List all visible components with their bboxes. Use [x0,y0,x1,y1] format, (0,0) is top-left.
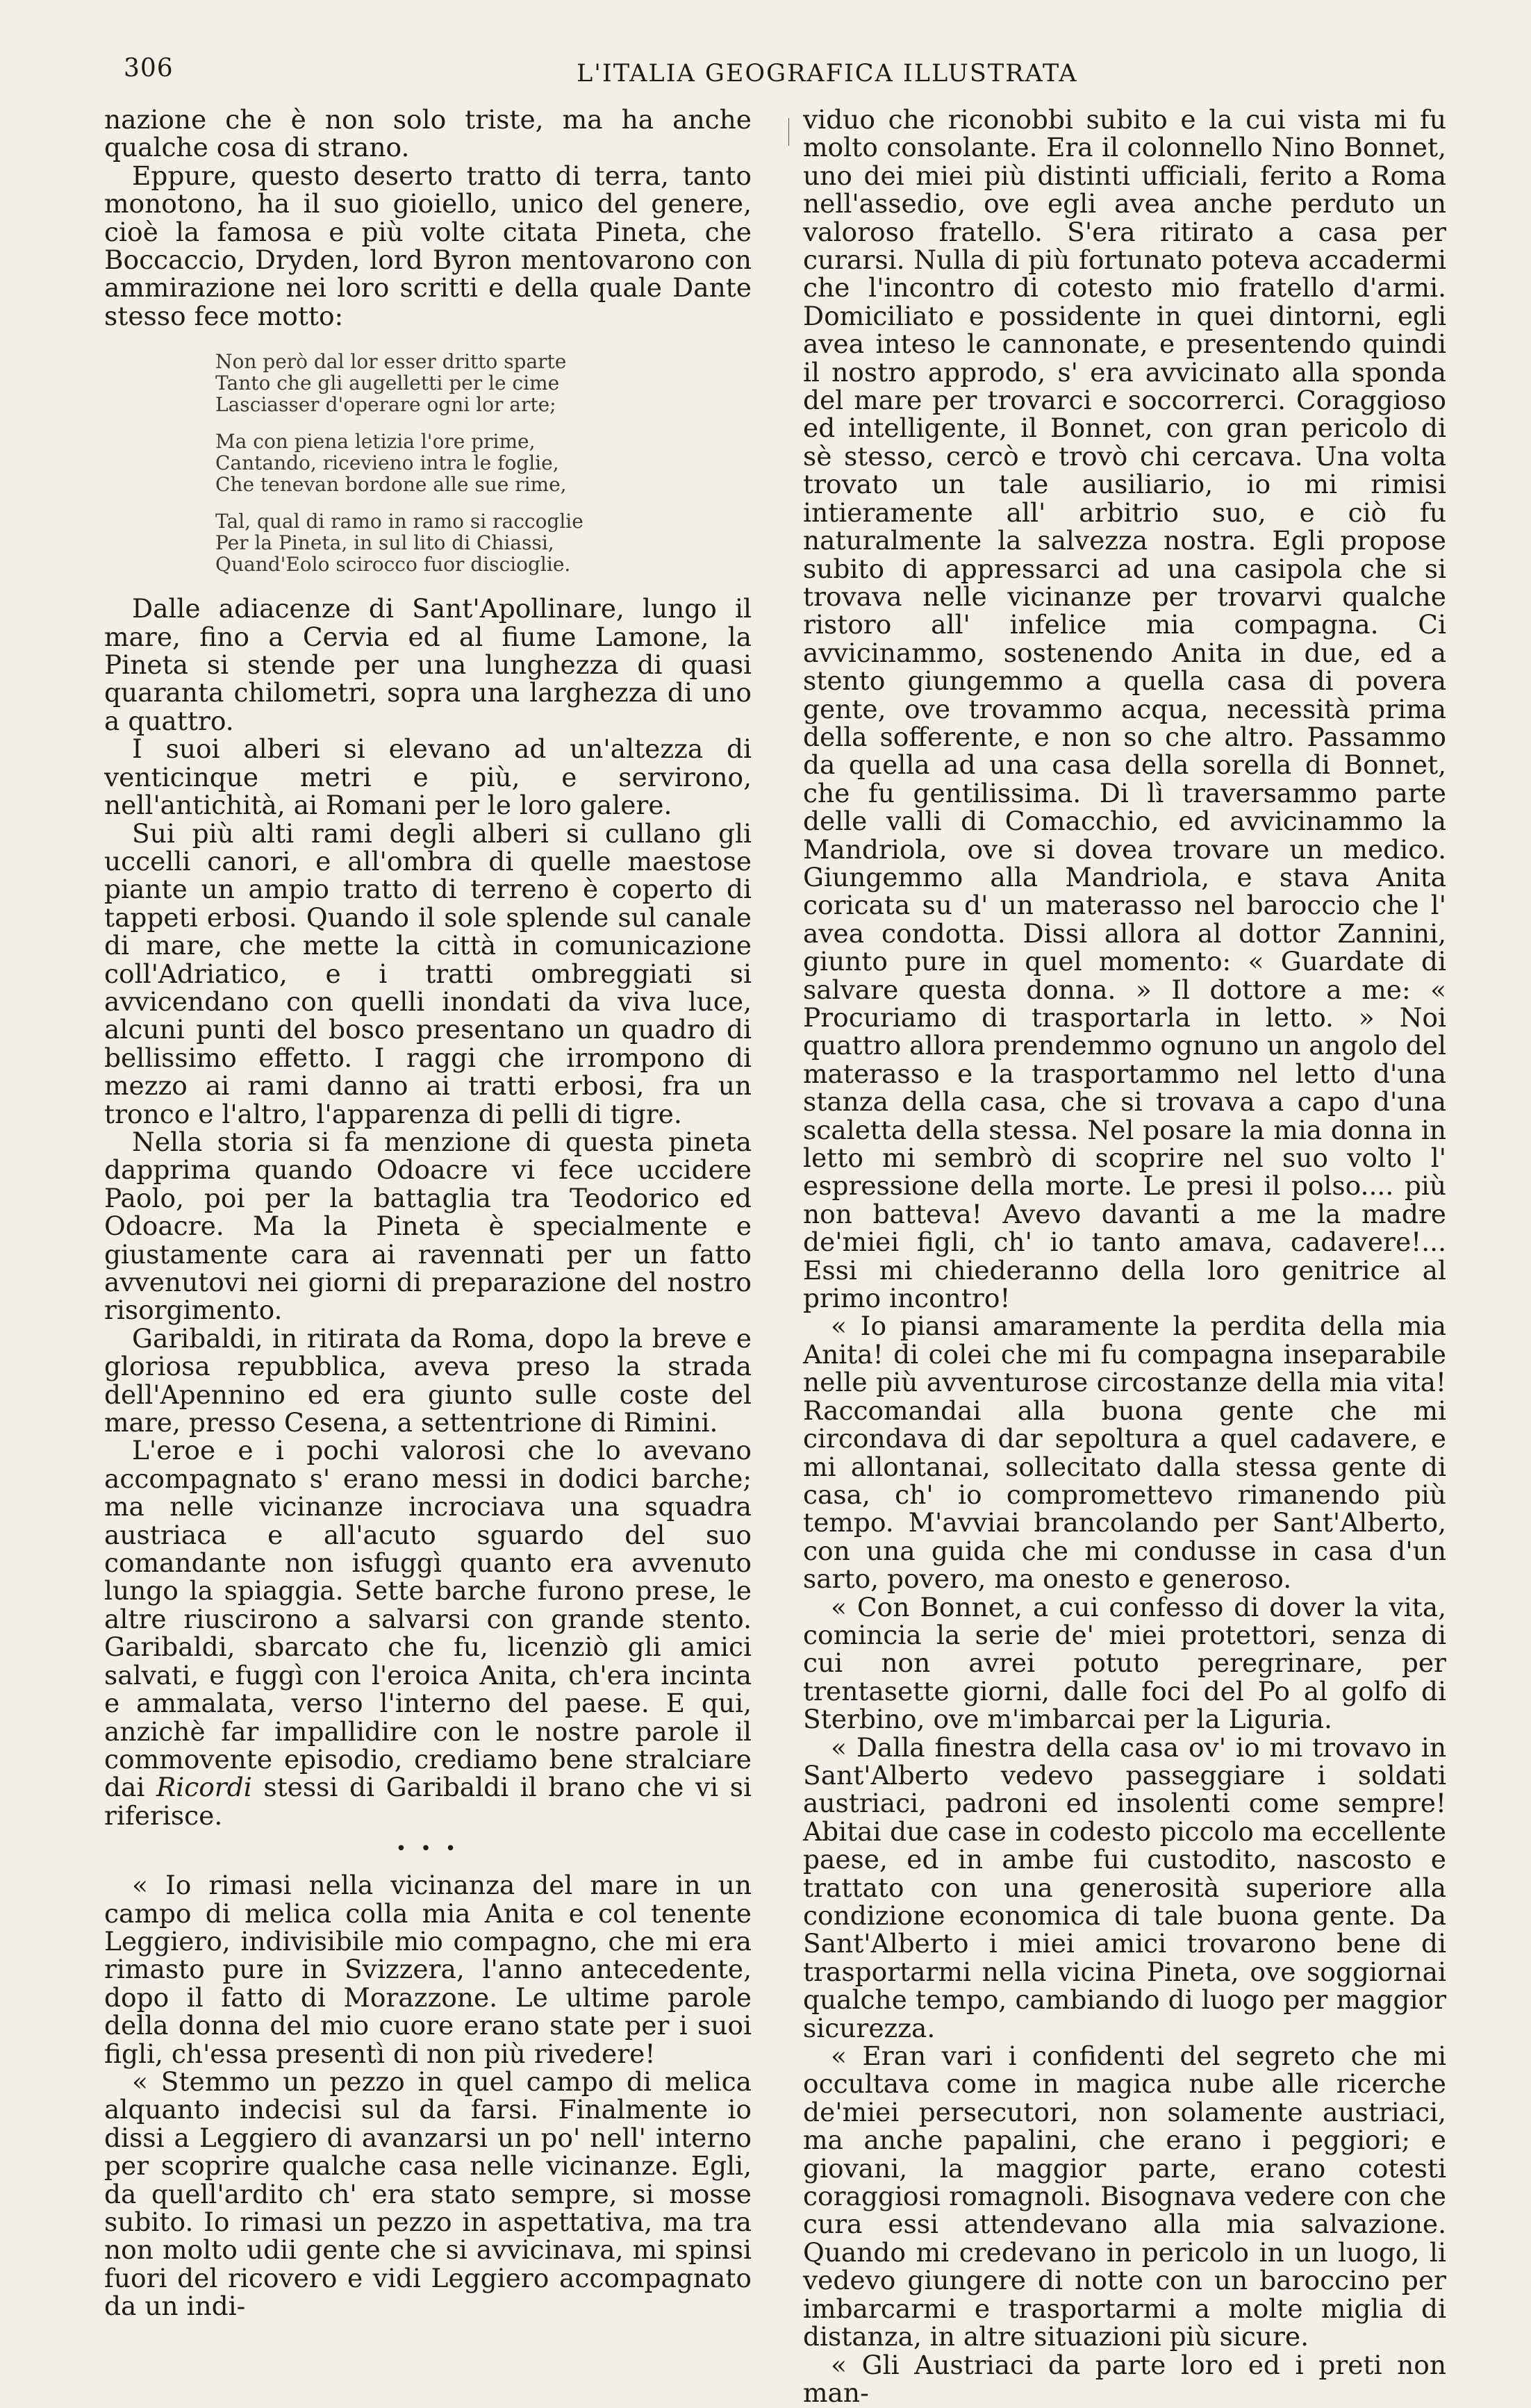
page-number: 306 [124,54,174,83]
poem-line: Ma con piena letizia l'ore prime, [215,430,536,454]
poem-stanza [215,351,752,415]
poem-stanza [215,510,752,575]
paragraph: I suoi alberi si elevano ad un'altezza di venticinque metri e più, e servirono, nell'antichità, ai Romani per le loro galere. [104,733,752,821]
section-separator: • • • [395,1838,461,1860]
paragraph: « Io rimasi nella vicinanza del mare in un campo di melica colla mia Anita e col tenente Leggiero, indivisibile mio compagno, che mi era rimasto pure in Svizzera, l'anno antecedente, dopo il fatto di Morazzone. Le ultime parole della donna del mio cuore erano state per i suoi figli, ch'essa presentì di non più rivedere! [104,1870,752,2069]
poem-line: Tal, qual di ramo in ramo si raccoglie [215,510,584,533]
poem-line: Che tenevan bordone alle sue rime, [215,473,567,497]
paragraph [104,1436,752,1829]
poem-line: Tanto che gli augelletti per le cime [215,372,560,395]
paragraph: Sui più alti rami degli alberi si cullano gli uccelli canori, e all'ombra di quelle maestose piante un ampio tratto di terreno è coperto di tappeti erbosi. Quando il sole splende sul canale di mare, che mette la città in comunicazione coll'Adriatico, e i tratti ombreggiati si avvicendano con quelli inondati da viva luce, alcuni punti del bosco presentano un quadro di bellissimo effetto. I raggi che irrompono di mezzo ai rami danno ai tratti erbosi, fra un tronco e l'altro, l'apparenza di pelli di tigre. [104,817,752,1129]
paragraph-text: stessi di Garibaldi il brano che vi si riferisce. [104,1772,752,1831]
paragraph: « Io piansi amaramente la perdita della mia Anita! di colei che mi fu compagna inseparabile nelle più avventurose circostanze della mia vita! Raccomandai alla buona gente che mi circondava di dar sepoltura a quel cadavere, e mi allontanai, sollecitato dalla stessa gente di casa, ch' io compromettevo rimanendo più tempo. M'avviai brancolando per Sant'Alberto, con una guida che mi condusse in casa d'un sarto, povero, ma onesto e generoso. [803,1311,1446,1595]
running-title: L'ITALIA GEOGRAFICA ILLUSTRATA [577,60,1078,88]
dante-quotation [215,351,752,575]
paragraph-text: L'eroe e i pochi valorosi che lo avevano accompagnato s' erano messi in dodici barche; ma nelle vicinanze incrociava una squadra austriaca e all'acuto sguardo del suo comandante non isfuggì quanto era avvenuto lungo la spiaggia. Sette barche furono prese, le altre riuscirono a salvarsi con grande stento. Garibaldi, sbarcato che fu, licenziò gli amici salvati, e fuggì con l'eroica Anita, ch'era incinta e ammalata, verso l'interno del paese. E qui, anzichè far impallidire con le nostre parole il commovente episodio, crediamo bene stralciare dai [104,1435,752,1803]
paragraph: « Eran vari i confidenti del segreto che mi occultava come in magica nube alle ricerche de'miei persecutori, non solamente austriaci, ma anche papalini, che erano i peggiori; e giovani, la maggior parte, erano cotesti coraggiosi romagnoli. Bisognava vedere con che cura essi attendevano alla mia salvazione. Quando mi credevano in pericolo in un luogo, li vedevo giungere di notte con un baroccino per imbarcarmi e trasportarmi a molte miglia di distanza, in altre situazioni più sicure. [803,2041,1446,2352]
poem-stanza [215,431,752,495]
right-column [803,106,1446,2407]
poem-line: Non però dal lor esser dritto sparte [215,350,567,374]
paragraph: Dalle adiacenze di Sant'Apollinare, lungo il mare, fino a Cervia ed al fiume Lamone, la Pineta si stende per una lunghezza di quasi quaranta chilometri, sopra una larghezza di uno a quattro. [104,593,752,736]
ricordi-title: Ricordi [156,1772,252,1803]
paragraph: « Gli Austriaci da parte loro ed i preti non man- [803,2349,1446,2408]
paragraph: Garibaldi, in ritirata da Roma, dopo la breve e gloriosa repubblica, aveva preso la strada dell'Apennino ed era giunto sulle coste del mare, presso Cesena, a settentrione di Rimini. [104,1322,752,1438]
paragraph: viduo che riconobbi subito e la cui vista mi fu molto consolante. Era il colonnello Nino Bonnet, uno dei miei più distinti ufficiali, ferito a Roma nell'assedio, ove egli avea anche perduto un valoroso fratello. S'era ritirato a casa per curarsi. Nulla di più fortunato poteva accadermi che l'incontro di cotesto mio fratello d'armi. Domiciliato e possidente in quei dintorni, egli avea inteso le cannonate, e presentendo quindi il nostro approdo, s' era avvicinato alla sponda del mare per trovarci e soccorrerci. Coraggioso ed intelligente, il Bonnet, con gran pericolo di sè stesso, cercò e trovò chi cercava. Una volta trovato un tale ausiliario, io mi rimisi intieramente all' arbitrio suo, e ciò fu naturalmente la salvezza nostra. Egli propose subito di appressarci ad una casipola che si trovava nelle vicinanze per trovarvi qualche ristoro all' infelice mia compagna. Ci avvicinammo, sostenendo Anita in due, ed a stento giungemmo a quella casa di povera gente, ove trovammo acqua, necessità prima della sofferente, e non so che altro. Passammo da quella ad una casa della sorella di Bonnet, che fu gentilissima. Di lì traversammo parte delle valli di Comacchio, ed avvicinammo la Mandriola, ove si dovea trovare un medico. Giungemmo alla Mandriola, e stava Anita coricata su d' un materasso nel baroccio che l' avea condotta. Dissi allora al dottor Zannini, giunto pure in quel momento: « Guardate di salvare questa donna. » Il dottore a me: « Procuriamo di trasportarla in letto. » Noi quattro allora prendemmo ognuno un angolo del materasso e la trasportammo nel letto d'una stanza della casa, che si trovava a capo d'una scaletta della stessa. Nel posare la mia donna in letto mi sembrò di scoprire nel suo volto l' espressione della morte. Le presi il polso.... più non batteva! Avevo davanti a me la madre de'miei figli, ch' io tanto amava, cadavere!... Essi mi chiederanno della loro genitrice al primo incontro! [803,104,1446,1314]
left-column [104,106,752,2320]
poem-line: Cantando, ricevieno intra le foglie, [215,451,559,475]
poem-line: Quand'Eolo scirocco fuor discioglie. [215,553,571,576]
paragraph: « Stemmo un pezzo in quel campo di melica alquanto indecisi sul da farsi. Finalmente io dissi a Leggiero di avanzarsi un po' nell' interno per scoprire qualche casa nelle vicinanze. Egli, da quell'ardito ch' era stato sempre, si mosse subito. Io rimasi un pezzo in aspettativa, ma tra non molto udii gente che si avvicinava, mi spinsi fuori del ricovero e vidi Leggiero accompagnato da un indi- [104,2066,752,2322]
poem-line: Lasciasser d'operare ogni lor arte; [215,393,556,417]
paragraph: « Dalla finestra della casa ov' io mi trovavo in Sant'Alberto vedevo passeggiare i soldati austriaci, padroni ed insolenti come sempre! Abitai due case in codesto piccolo ma eccellente paese, ed in ambe fui custodito, nascosto e trattato con una generosità superiore alla condizione economica di tale buona gente. Da Sant'Alberto i miei amici trovarono bene di trasportarmi nella vicina Pineta, ove soggiornai qualche tempo, cambiando di luogo per maggior sicurezza. [803,1732,1446,2043]
paragraph: nazione che è non solo triste, ma ha anche qualche cosa di strano. [104,104,752,163]
column-divider [788,118,789,146]
paragraph: Eppure, questo deserto tratto di terra, tanto monotono, ha il suo gioiello, unico del genere, cioè la famosa e più volte citata Pineta, che Boccaccio, Dryden, lord Byron mentovarono con ammirazione nei loro scritti e della quale Dante stesso fece motto: [104,160,752,331]
paragraph: « Con Bonnet, a cui confesso di dover la vita, comincia la serie de' miei protettori, senza di cui non avrei potuto peregrinare, per trentasette giorni, dalle foci del Po al golfo di Sterbino, ove m'imbarcai per la Liguria. [803,1591,1446,1735]
paragraph: Nella storia si fa menzione di questa pineta dapprima quando Odoacre vi fece uccidere Paolo, poi per la battaglia tra Teodorico ed Odoacre. Ma la Pineta è specialmente e giustamente cara ai ravennati per un fatto avvenutovi nei giorni di preparazione del nostro risorgimento. [104,1126,752,1326]
poem-line: Per la Pineta, in sul lito di Chiassi, [215,531,554,555]
